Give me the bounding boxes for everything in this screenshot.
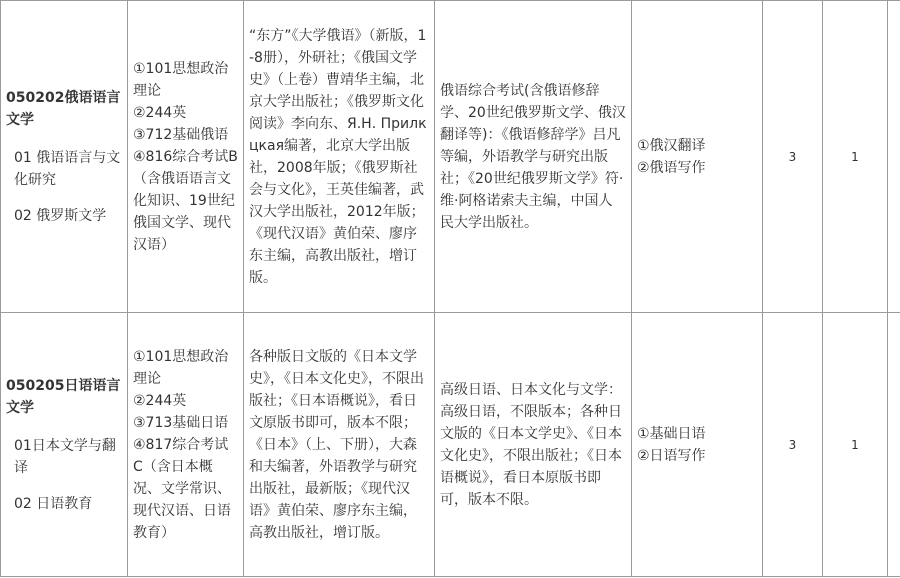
additional-subjects-cell xyxy=(632,313,763,577)
exam-subject: ①101思想政治理论 xyxy=(133,348,229,387)
count-cell: 3 xyxy=(763,313,823,577)
count-cell: 1 xyxy=(823,313,888,577)
exam-subject: ②244英 xyxy=(133,104,187,121)
exam-subjects-cell xyxy=(128,1,244,313)
exam-subjects-cell xyxy=(128,313,244,577)
direction-item: 02 日语教育 xyxy=(14,495,93,512)
direction-item: 01 俄语语言与文化研究 xyxy=(14,149,121,188)
exam-subject: ③712基础俄语 xyxy=(133,126,229,143)
additional-subject: ①俄汉翻译 xyxy=(637,137,706,154)
exam-subject: ④817综合考试C（含日本概况、文学常识、现代汉语、日语教育） xyxy=(133,436,231,541)
additional-subjects-cell xyxy=(632,1,763,313)
additional-subject: ①基础日语 xyxy=(637,425,706,442)
empty-cell xyxy=(888,1,900,313)
reference-books-cell: 各种版日文版的《日本文学史》，《日本文化史》，不限出版社；《日本语概说》，看日文原版书即可，版本不限；《日本》（上、下册），大森和夫编著，外语教学与研究出版社，最新版；《现代汉语》黄伯荣、廖序东主编，高教出版社，增订版。 xyxy=(244,313,435,577)
exam-subject: ①101思想政治理论 xyxy=(133,60,229,99)
additional-subject: ②日语写作 xyxy=(637,447,706,464)
major-cell xyxy=(1,313,128,577)
exam-subject: ④816综合考试B（含俄语语言文化知识、19世纪俄国文学、现代汉语） xyxy=(133,148,238,253)
empty-cell xyxy=(888,313,900,577)
exam-subject: ③713基础日语 xyxy=(133,414,229,431)
direction-item: 02 俄罗斯文学 xyxy=(14,207,107,224)
additional-subject: ②俄语写作 xyxy=(637,159,706,176)
major-name: 050205日语语言文学 xyxy=(6,377,121,416)
reference-books-cell: “东方”《大学俄语》（新版，1-8册），外研社；《俄国文学史》（上卷）曹靖华主编，北京大学出版社；《俄罗斯文化阅读》李向东、Я.Н. Прилкцкая编著，北京大学出版社，2008年版；《俄罗斯社会与文化》，王英佳编著，武汉大学出版社，2012年版；《现代汉语》黄伯荣、廖序东主编，高教出版社，增订版。 xyxy=(244,1,435,313)
exam-subject: ②244英 xyxy=(133,392,187,409)
major-name: 050202俄语语言文学 xyxy=(6,89,121,128)
retest-content-cell: 俄语综合考试(含俄语修辞学、20世纪俄罗斯文学、俄汉翻译等)：《俄语修辞学》吕凡等编，外语教学与研究出版社；《20世纪俄罗斯文学》符·维·阿格诺索夫主编，中国人民大学出版社。 xyxy=(435,1,632,313)
direction-item: 01日本文学与翻译 xyxy=(14,437,116,476)
table-row xyxy=(1,313,900,577)
major-cell xyxy=(1,1,128,313)
count-cell: 3 xyxy=(763,1,823,313)
table-row xyxy=(1,1,900,313)
retest-content-cell: 高级日语、日本文化与文学：高级日语，不限版本；各种日文版的《日本文学史》、《日本文化史》，不限出版社；《日本语概说》，看日本原版书即可，版本不限。 xyxy=(435,313,632,577)
count-cell: 1 xyxy=(823,1,888,313)
